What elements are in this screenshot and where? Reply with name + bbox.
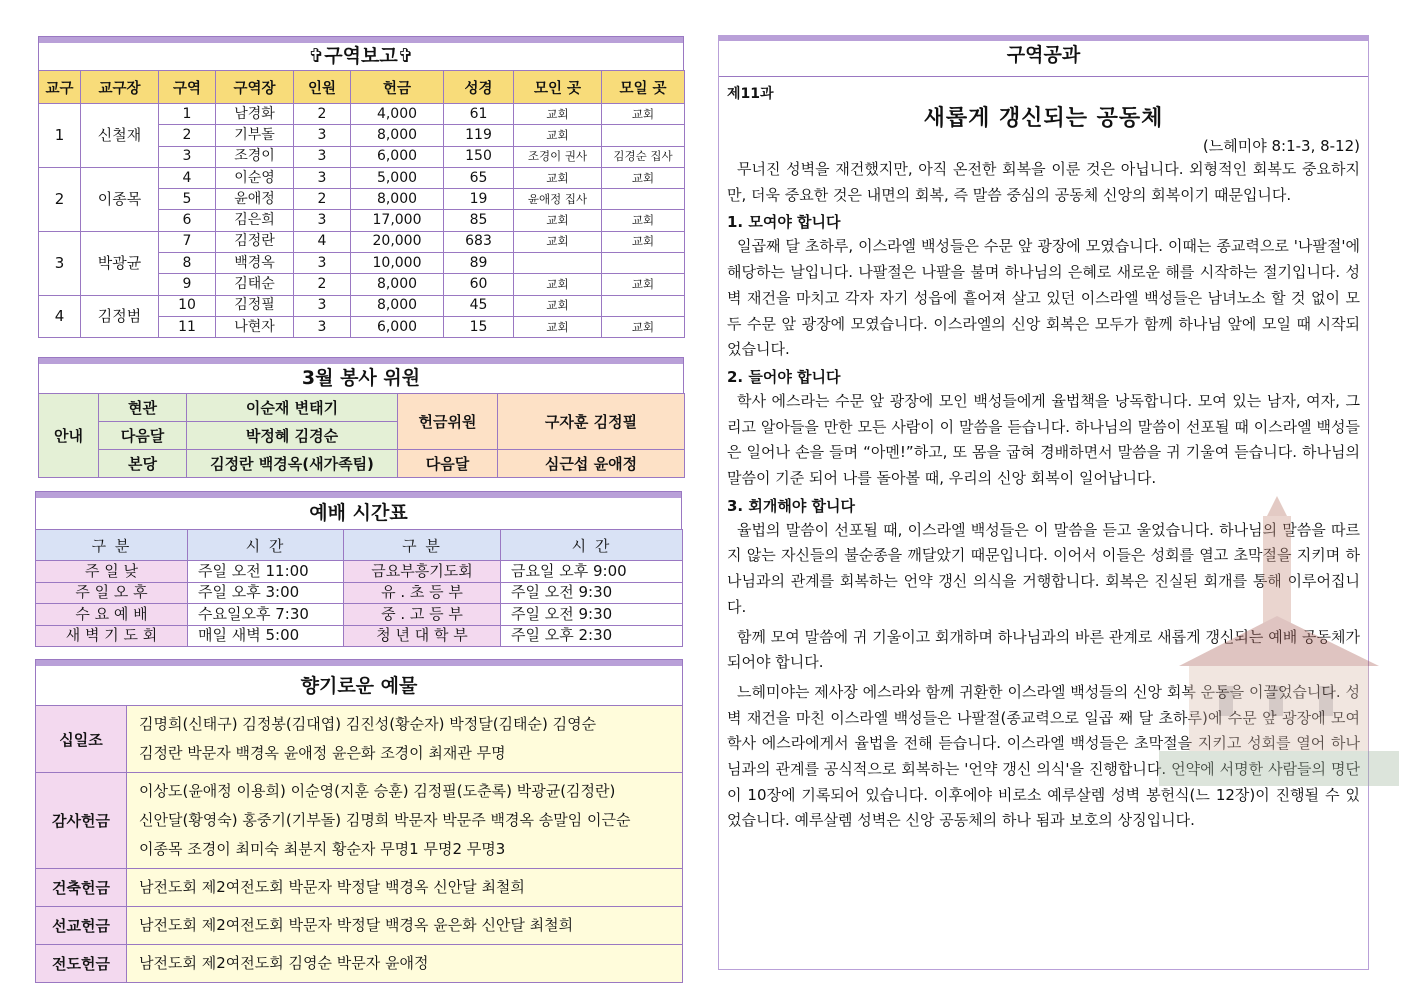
met-place: 교회 <box>514 295 602 316</box>
parish-leader: 김정범 <box>81 295 159 338</box>
meet-place: 교회 <box>602 274 685 295</box>
meet-place: 교회 <box>602 316 685 337</box>
offerings-table <box>35 705 683 983</box>
offering-names <box>127 869 683 907</box>
section-heading: 2. 들어야 합니다 <box>727 367 841 386</box>
zone-number: 11 <box>159 316 216 337</box>
offering-type-label: 건축헌금 <box>36 869 127 907</box>
district-report-panel <box>38 36 684 345</box>
bible-count: 45 <box>444 295 514 316</box>
lesson-header: 구역공과 <box>719 35 1368 77</box>
offering-names-line: 이종목 조경이 최미숙 최분지 황순자 무명1 무명2 무명3 <box>139 840 506 858</box>
district-header-cell: 모일 곳 <box>602 71 685 104</box>
service-name: 유 . 초 등 부 <box>344 582 501 604</box>
parish-leader: 신철재 <box>81 104 159 168</box>
district-header-cell: 구역장 <box>216 71 294 104</box>
section-text: 율법의 말씀이 선포될 때, 이스라엘 백성들은 이 말씀을 듣고 울었습니다. 하나님의 말씀을 따르지 않는 자신들의 불순종을 깨달았기 때문입니다. 이어서 이들은 성회를 열고 초막절을 지키며 하나님과의 관계를 회복하는 언약 갱신 의식을 거행합니다. 회복은 진실된 회개를 통해 이루어집니다. <box>727 520 1360 616</box>
people-count: 2 <box>294 189 351 210</box>
offering-amount: 8,000 <box>351 125 444 146</box>
title-bar <box>39 37 683 43</box>
service-time: 주일 오전 11:00 <box>188 561 344 583</box>
meet-place: 교회 <box>602 104 685 125</box>
meet-place <box>602 125 685 146</box>
zone-number: 6 <box>159 210 216 231</box>
worship-schedule-title: 예배 시간표 <box>35 491 682 529</box>
offering-names-line: 김명희(신태구) 김정봉(김대엽) 김진성(황순자) 박정달(김태순) 김영순 <box>139 715 597 733</box>
offering-names-line: 남전도회 제2여전도회 박문자 박정달 백경옥 윤은화 신안달 최철희 <box>139 916 574 934</box>
service-name: 중 . 고 등 부 <box>344 604 501 626</box>
met-place: 조경이 권사 <box>514 146 602 167</box>
next-month-names: 심근섭 윤애정 <box>498 450 685 478</box>
title-bar <box>36 492 681 498</box>
met-place: 교회 <box>514 104 602 125</box>
bible-count: 89 <box>444 253 514 274</box>
guide-label: 안내 <box>39 394 99 478</box>
offering-names-line: 이상도(윤애정 이용희) 이순영(지훈 승훈) 김정필(도춘록) 박광균(김정란) <box>139 782 616 800</box>
bible-count: 150 <box>444 146 514 167</box>
next-month-label: 다음달 <box>398 450 498 478</box>
zone-leader: 남경화 <box>216 104 294 125</box>
lesson-conclusion: 함께 모여 말씀에 귀 기울이고 회개하며 하나님과의 바른 관계로 새롭게 갱신되는 예배 공동체가 되어야 합니다. <box>727 627 1360 672</box>
service-place: 현관 <box>99 394 187 422</box>
offering-names-line: 남전도회 제2여전도회 박문자 박정달 백경옥 신안달 최철희 <box>139 878 525 896</box>
service-place: 본당 <box>99 450 187 478</box>
zone-leader: 윤애정 <box>216 189 294 210</box>
service-name: 주 일 낮 <box>36 561 188 583</box>
title-bar <box>719 35 1368 41</box>
offerings-body <box>36 706 683 983</box>
people-count: 3 <box>294 316 351 337</box>
offering-amount: 10,000 <box>351 253 444 274</box>
offering-committee-label: 헌금위원 <box>398 394 498 450</box>
table-row <box>36 706 683 773</box>
zone-leader: 김태순 <box>216 274 294 295</box>
worship-header-row <box>36 530 683 561</box>
table-row <box>36 945 683 983</box>
lesson-number: 제11과 <box>727 86 774 102</box>
meet-place <box>602 295 685 316</box>
title-bar <box>36 660 682 666</box>
people-count: 2 <box>294 274 351 295</box>
table-row <box>36 907 683 945</box>
meet-place <box>602 189 685 210</box>
zone-leader: 김은희 <box>216 210 294 231</box>
met-place: 교회 <box>514 167 602 188</box>
lesson-intro: 무너진 성벽을 재건했지만, 아직 온전한 회복을 이룬 것은 아닙니다. 외형적인 회복도 중요하지만, 더욱 중요한 것은 내면의 회복, 즉 말씀 중심의 공동체 신앙의 회복이기 때문입니다. <box>727 160 1360 204</box>
zone-leader: 나현자 <box>216 316 294 337</box>
bible-count: 15 <box>444 316 514 337</box>
service-place: 다음달 <box>99 422 187 450</box>
offering-names <box>127 945 683 983</box>
people-count: 3 <box>294 253 351 274</box>
service-time: 매일 새벽 5:00 <box>188 625 344 647</box>
offering-names-line: 남전도회 제2여전도회 김영순 박문자 윤애정 <box>139 954 429 972</box>
worship-schedule-table <box>35 529 683 647</box>
people-count: 3 <box>294 125 351 146</box>
zone-number: 1 <box>159 104 216 125</box>
worship-body <box>36 561 683 647</box>
met-place <box>514 253 602 274</box>
parish-number: 3 <box>39 231 81 295</box>
district-header-cell: 헌금 <box>351 71 444 104</box>
offering-amount: 4,000 <box>351 104 444 125</box>
offering-type-label: 감사헌금 <box>36 773 127 869</box>
meet-place: 교회 <box>602 231 685 252</box>
service-committee-table <box>38 393 685 478</box>
zone-number: 5 <box>159 189 216 210</box>
worship-header-cell: 시 간 <box>501 530 683 561</box>
parish-leader: 이종목 <box>81 167 159 231</box>
bible-count: 60 <box>444 274 514 295</box>
offering-names <box>127 773 683 869</box>
zone-number: 10 <box>159 295 216 316</box>
offering-amount: 17,000 <box>351 210 444 231</box>
district-report-title: ✞구역보고✞ <box>38 36 684 70</box>
zone-leader: 조경이 <box>216 146 294 167</box>
worship-header-cell: 시 간 <box>188 530 344 561</box>
zone-number: 7 <box>159 231 216 252</box>
zone-number: 3 <box>159 146 216 167</box>
lesson-title: 새롭게 갱신되는 공동체 <box>923 106 1164 131</box>
offering-amount: 8,000 <box>351 295 444 316</box>
service-name: 수 요 예 배 <box>36 604 188 626</box>
service-time: 수요일오후 7:30 <box>188 604 344 626</box>
service-names: 김정란 백경옥(새가족팀) <box>187 450 398 478</box>
met-place: 교회 <box>514 316 602 337</box>
met-place: 윤애정 집사 <box>514 189 602 210</box>
offering-type-label: 십일조 <box>36 706 127 773</box>
met-place: 교회 <box>514 274 602 295</box>
offering-amount: 6,000 <box>351 316 444 337</box>
district-report-table <box>38 70 685 338</box>
parish-number: 2 <box>39 167 81 231</box>
lesson-body <box>719 81 1368 834</box>
offering-names-line: 신안달(황영숙) 홍중기(기부돌) 김명희 박문자 박문주 백경옥 송말임 이근순 <box>139 811 631 829</box>
people-count: 3 <box>294 146 351 167</box>
offering-names <box>127 706 683 773</box>
offerings-panel <box>35 659 683 973</box>
lesson-panel <box>718 35 1369 970</box>
section-text: 일곱째 달 초하루, 이스라엘 백성들은 수문 앞 광장에 모였습니다. 이때는 종교력으로 '나팔절'에 해당하는 날입니다. 나팔절은 나팔을 불며 하나님의 은혜로 새로운 해를 시작하는 절기입니다. 성벽 재건을 마치고 각자 자기 성읍에 흩어져 살고 있던 이스라엘 백성들은 남녀노소 할 것 없이 모두 수문 앞 광장에 모였습니다. 이스라엘의 신앙 회복은 모두가 함께 하나님 앞에 모일 때 시작되었습니다. <box>727 237 1360 359</box>
bible-count: 19 <box>444 189 514 210</box>
met-place: 교회 <box>514 210 602 231</box>
district-header-cell: 성경 <box>444 71 514 104</box>
table-row <box>36 604 683 626</box>
parish-leader: 박광균 <box>81 231 159 295</box>
offering-amount: 8,000 <box>351 274 444 295</box>
service-time: 주일 오전 9:30 <box>501 582 683 604</box>
zone-leader: 이순영 <box>216 167 294 188</box>
people-count: 4 <box>294 231 351 252</box>
service-names: 박정혜 김경순 <box>187 422 398 450</box>
met-place: 교회 <box>514 231 602 252</box>
service-names: 이순재 변태기 <box>187 394 398 422</box>
table-row <box>36 582 683 604</box>
service-time: 주일 오전 9:30 <box>501 604 683 626</box>
service-name: 금요부흥기도회 <box>344 561 501 583</box>
zone-leader: 백경옥 <box>216 253 294 274</box>
table-row <box>36 561 683 583</box>
offering-amount: 20,000 <box>351 231 444 252</box>
met-place: 교회 <box>514 125 602 146</box>
service-name: 청 년 대 학 부 <box>344 625 501 647</box>
meet-place <box>602 253 685 274</box>
worship-header-cell: 구 분 <box>344 530 501 561</box>
district-body <box>39 104 685 338</box>
people-count: 3 <box>294 210 351 231</box>
bible-count: 119 <box>444 125 514 146</box>
offering-type-label: 전도헌금 <box>36 945 127 983</box>
table-row <box>39 167 685 188</box>
offering-names-line: 김정란 박문자 백경옥 윤애정 윤은화 조경이 최재관 무명 <box>139 744 506 762</box>
lesson-reference: (느헤미야 8:1-3, 8-12) <box>1202 137 1360 155</box>
district-header-cell: 모인 곳 <box>514 71 602 104</box>
table-row <box>36 773 683 869</box>
parish-number: 1 <box>39 104 81 168</box>
section-heading: 3. 회개해야 합니다 <box>727 496 856 515</box>
zone-number: 8 <box>159 253 216 274</box>
worship-header-cell: 구 분 <box>36 530 188 561</box>
service-name: 새 벽 기 도 회 <box>36 625 188 647</box>
zone-leader: 김정필 <box>216 295 294 316</box>
meet-place: 교회 <box>602 210 685 231</box>
parish-number: 4 <box>39 295 81 338</box>
people-count: 3 <box>294 167 351 188</box>
service-name: 주 일 오 후 <box>36 582 188 604</box>
bible-count: 85 <box>444 210 514 231</box>
offering-type-label: 선교헌금 <box>36 907 127 945</box>
service-committee-panel <box>38 357 684 478</box>
bible-count: 65 <box>444 167 514 188</box>
lesson-conclusion: 느헤미야는 제사장 에스라와 함께 귀환한 이스라엘 백성들의 신앙 회복 운동을 이끌었습니다. 성벽 재건을 마친 이스라엘 백성들은 나팔절(종교력으로 일곱 째 달 초하루)에 수문 앞 광장에 모여 학사 에스라에게서 율법을 전해 듣습니다. 이스라엘 백성들은 초막절을 지키고 성회를 열어 하나님과의 관계를 공식적으로 회복하는 '언약 갱신 의식'을 진행합니다. 언약에 서명한 사람들의 명단이 10장에 기록되어 있습니다. 이후에야 비로소 예루살렘 성벽 봉헌식(느 12장)이 진행될 수 있었습니다. 예루살렘 성벽은 신앙 공동체의 하나 됨과 보호의 상징입니다. <box>727 682 1360 830</box>
district-header-cell: 교구장 <box>81 71 159 104</box>
zone-number: 2 <box>159 125 216 146</box>
zone-number: 4 <box>159 167 216 188</box>
offering-amount: 8,000 <box>351 189 444 210</box>
table-row <box>36 869 683 907</box>
meet-place: 교회 <box>602 167 685 188</box>
bible-count: 683 <box>444 231 514 252</box>
district-header-cell: 교구 <box>39 71 81 104</box>
title-bar <box>39 358 683 364</box>
offerings-title: 향기로운 예물 <box>35 659 683 705</box>
offering-amount: 5,000 <box>351 167 444 188</box>
zone-leader: 김정란 <box>216 231 294 252</box>
service-committee-title: 3월 봉사 위원 <box>38 357 684 393</box>
section-heading: 1. 모여야 합니다 <box>727 213 841 232</box>
district-header-row <box>39 71 685 104</box>
offering-amount: 6,000 <box>351 146 444 167</box>
meet-place: 김경순 집사 <box>602 146 685 167</box>
table-row <box>39 231 685 252</box>
service-time: 금요일 오후 9:00 <box>501 561 683 583</box>
table-row <box>39 295 685 316</box>
zone-leader: 기부돌 <box>216 125 294 146</box>
zone-number: 9 <box>159 274 216 295</box>
section-text: 학사 에스라는 수문 앞 광장에 모인 백성들에게 율법책을 낭독합니다. 모여 있는 남자, 여자, 그리고 알아들을 만한 모든 사람이 이 말씀을 듣습니다. 하나님의 말씀이 선포될 때 이스라엘 백성들은 일어나 손을 들며 “아멘!”하고, 또 몸을 굽혀 경배하면서 말씀을 귀 기울여 듣습니다. 하나님의 말씀이 기준 되어 나를 돌아볼 때, 우리의 신앙 회복이 일어납니다. <box>727 391 1360 488</box>
offering-names <box>127 907 683 945</box>
people-count: 3 <box>294 295 351 316</box>
bible-count: 61 <box>444 104 514 125</box>
service-time: 주일 오후 3:00 <box>188 582 344 604</box>
service-time: 주일 오후 2:30 <box>501 625 683 647</box>
offering-committee-names: 구자훈 김정필 <box>498 394 685 450</box>
district-header-cell: 인원 <box>294 71 351 104</box>
district-header-cell: 구역 <box>159 71 216 104</box>
table-row <box>36 625 683 647</box>
table-row <box>39 104 685 125</box>
worship-schedule-panel <box>35 491 682 647</box>
people-count: 2 <box>294 104 351 125</box>
